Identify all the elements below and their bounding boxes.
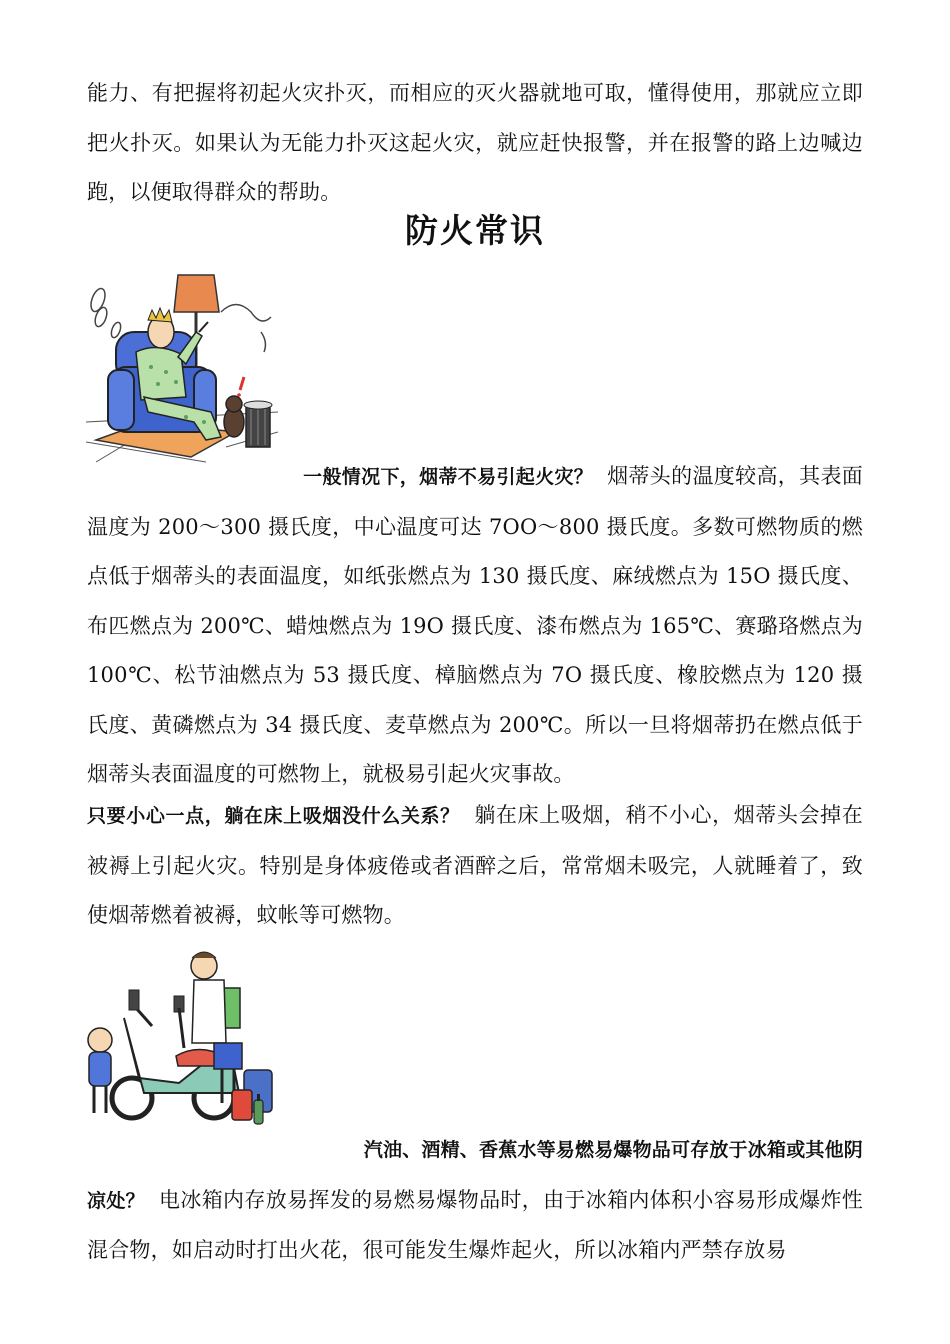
item-2-paragraph (87, 791, 863, 941)
item-2-question: 只要小心一点，躺在床上吸烟没什么关系？ (87, 805, 460, 827)
item-3-question-line-1: 汽油、酒精、香蕉水等易燃易爆物品可存放于冰箱或其他阴 (363, 1139, 863, 1161)
item-3-question-line-2: 凉处？ (87, 1189, 146, 1212)
item-3-fridge-storage (87, 1125, 863, 1276)
item-3-answer: 电冰箱内存放易挥发的易燃易爆物品时，由于冰箱内体积小容易形成爆炸性混合物，如启动时打出火花，很可能发生爆炸起火，所以冰箱内严禁存放易 (87, 1187, 863, 1262)
section-title: 防火常识 (405, 211, 545, 250)
item-2-answer: 躺在床上吸烟，稍不小心，烟蒂头会掉在被褥上引起火灾。特别是身体疲倦或者酒醉之后，常常烟未吸完，人就睡着了，致使烟蒂燃着被褥，蚊帐等可燃物。 (87, 803, 863, 927)
item-1-answer: 烟蒂头的温度较高，其表面温度为 200～300 摄氏度，中心温度可达 7OO～800 摄氏度。多数可燃物质的燃点低于烟蒂头的表面温度，如纸张燃点为 130 摄氏度、麻绒燃点为 15O 摄氏度、布匹燃点为 200℃、蜡烛燃点为 19O 摄氏度、漆布燃点为 165℃、赛璐珞燃点为 100℃、松节油燃点为 53 摄氏度、樟脑燃点为 7O 摄氏度、橡胶燃点为 120 摄氏度、黄磷燃点为 34 摄氏度、麦草燃点为 200℃。所以一旦将烟蒂扔在燃点低于烟蒂头表面温度的可燃物上，就极易引起火灾事故。 (87, 464, 863, 786)
item-2-bed-smoking (87, 791, 863, 941)
item-3-paragraph (87, 1176, 863, 1276)
item-3-line-1 (87, 1125, 863, 1176)
item-1-paragraph (87, 452, 863, 800)
intro-block (87, 69, 863, 218)
item-1-question: 一般情况下，烟蒂不易引起火灾？ (303, 466, 594, 488)
man-smoking-in-armchair-illustration (86, 272, 278, 464)
scooter-fuel-cans-illustration (84, 948, 278, 1128)
item-1-cigarette (87, 452, 863, 800)
intro-paragraph: 能力、有把握将初起火灾扑灭，而相应的灭火器就地可取，懂得使用，那就应立即把火扑灭。如果认为无能力扑灭这起火灾，就应赶快报警，并在报警的路上边喊边跑，以便取得群众的帮助。 (87, 81, 863, 204)
